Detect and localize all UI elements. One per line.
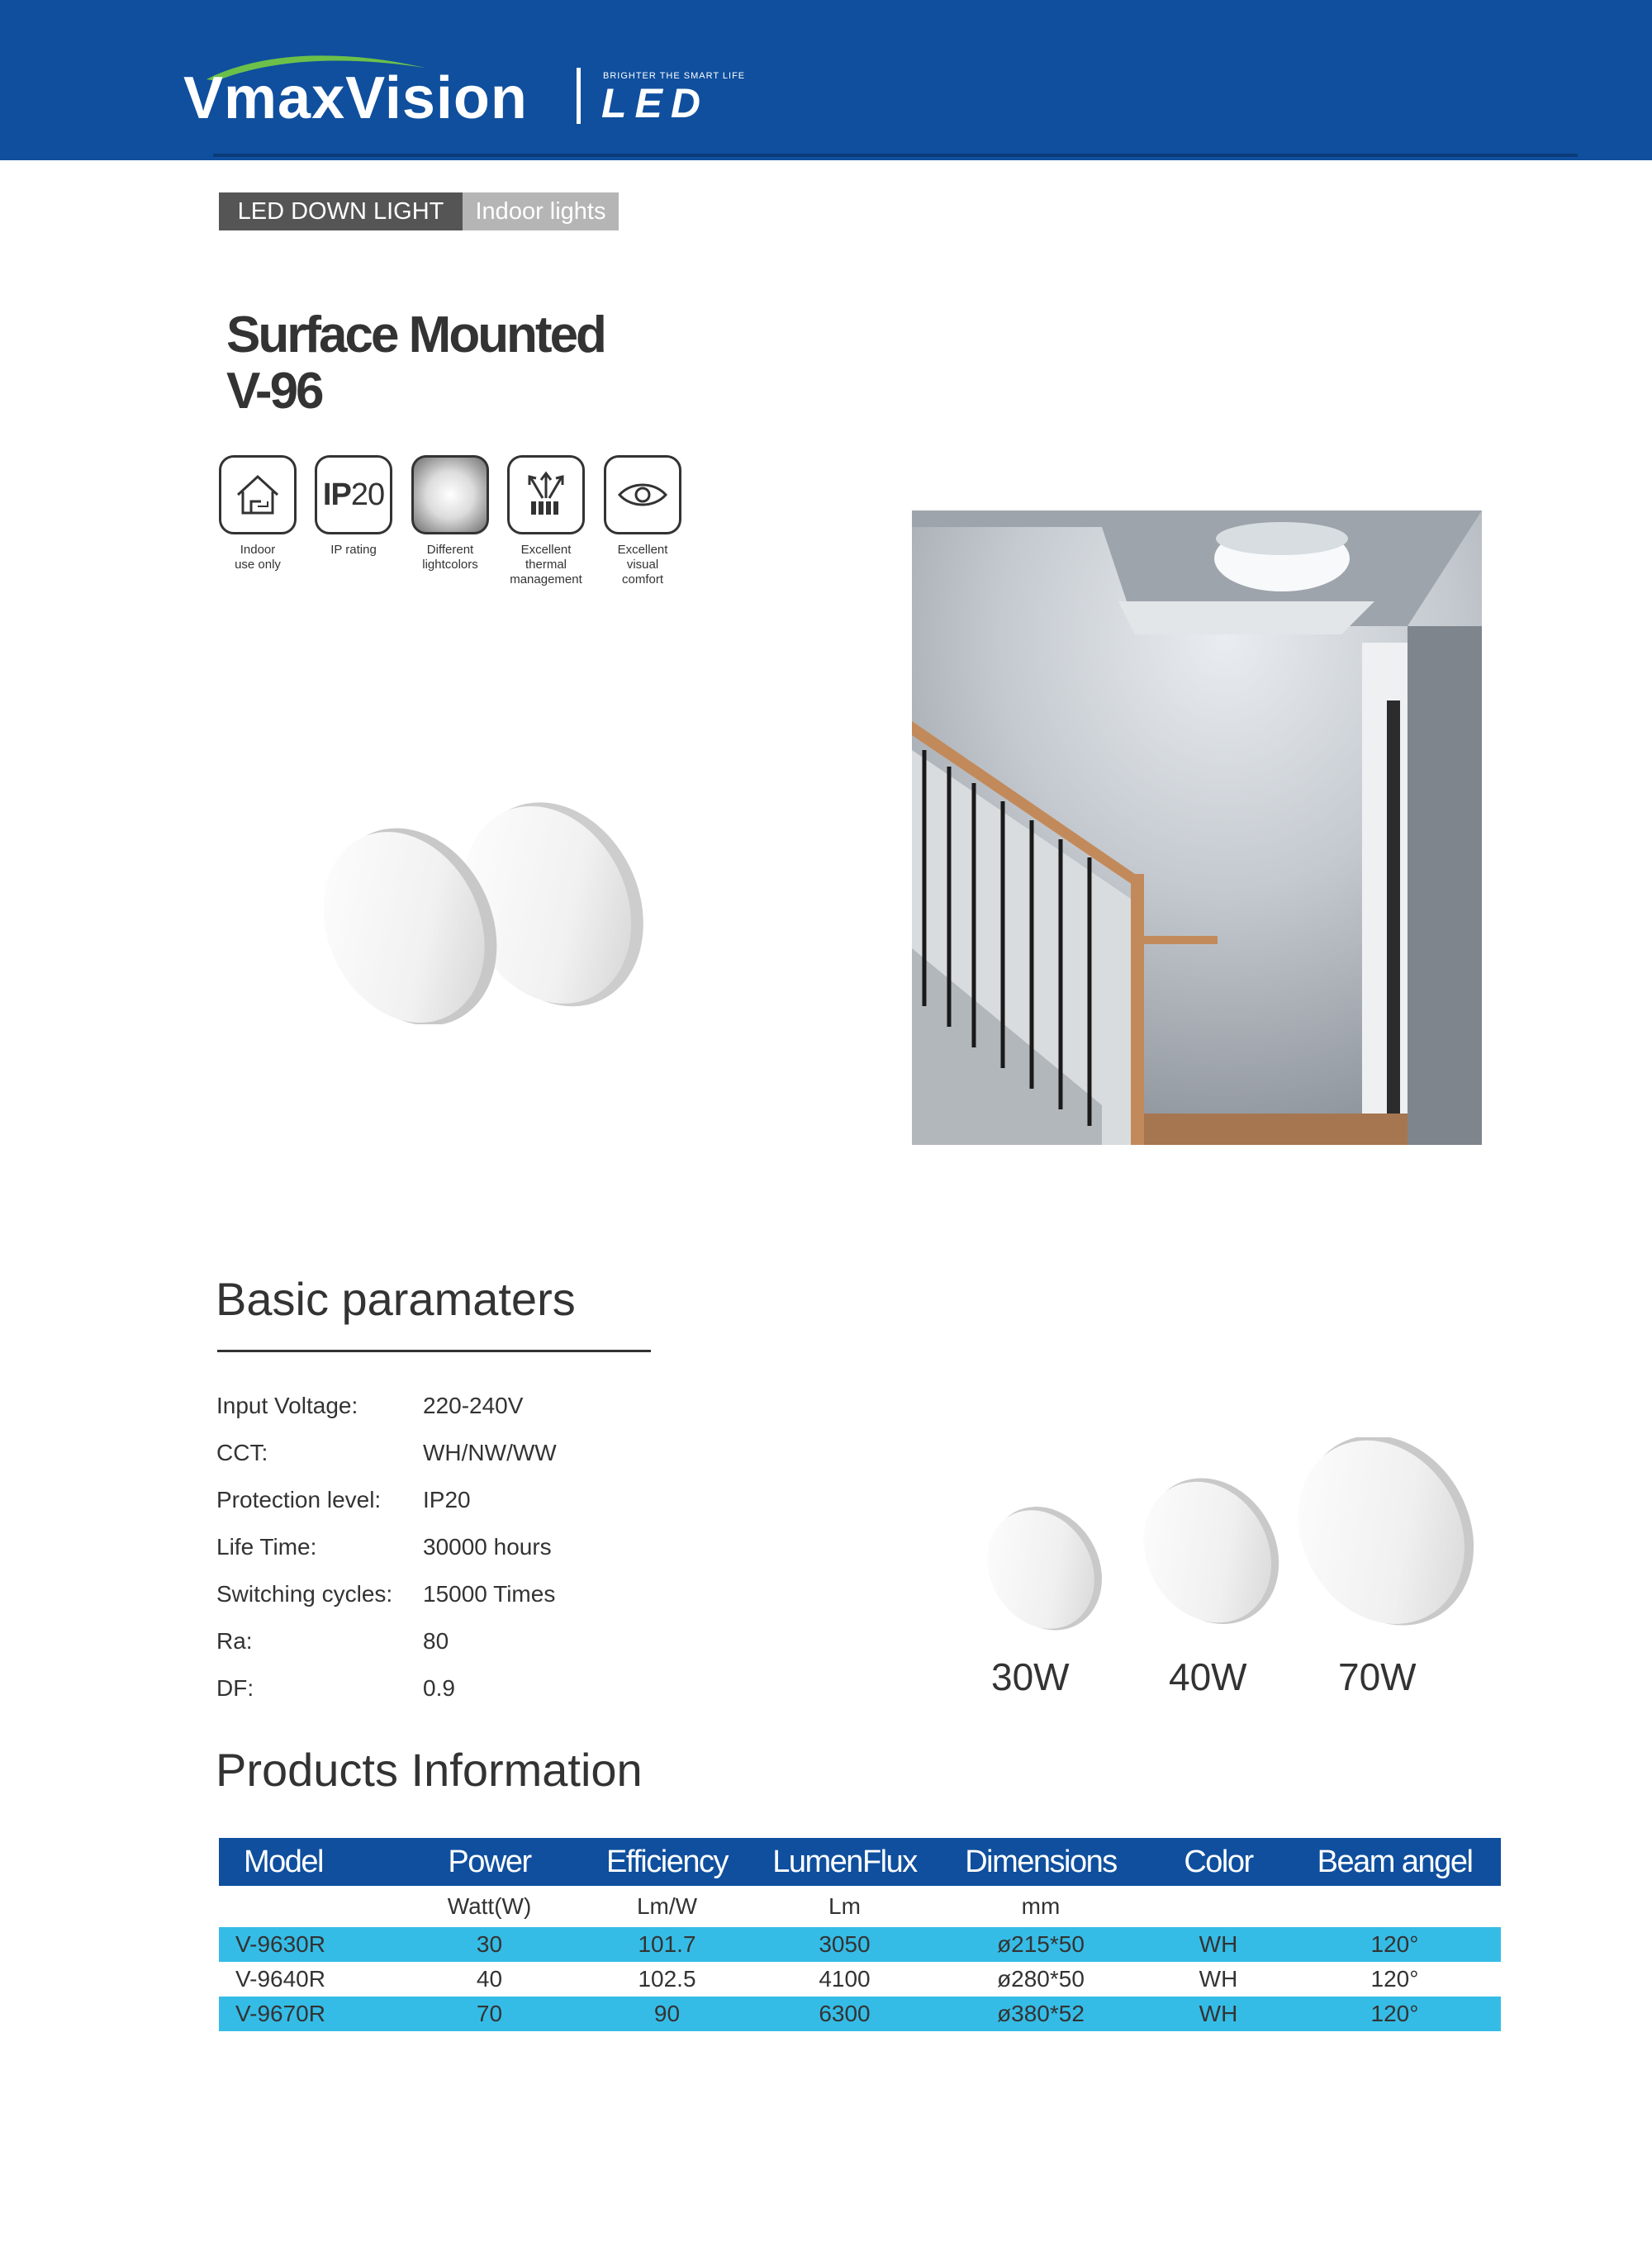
header-divider bbox=[213, 154, 1578, 157]
logo-divider bbox=[577, 68, 581, 124]
unit-cell: Lm bbox=[828, 1893, 861, 1919]
table-cell: WH bbox=[1199, 1966, 1238, 1992]
table-cell: 90 bbox=[653, 2001, 681, 2026]
header-cell: Color bbox=[1184, 1844, 1253, 1879]
feature-label-line: lightcolors bbox=[422, 558, 478, 572]
feature-visual-comfort bbox=[604, 455, 681, 586]
feature-indoor bbox=[219, 455, 297, 572]
room-photo bbox=[912, 510, 1482, 1145]
table-cell: ø380*52 bbox=[997, 2001, 1085, 2026]
svg-text:LED: LED bbox=[601, 83, 709, 124]
param-row: Life Time: 30000 hours bbox=[216, 1534, 552, 1560]
feature-label-line: visual bbox=[626, 558, 659, 572]
table-cell: 102.5 bbox=[638, 1966, 696, 1992]
header-cell: Model bbox=[244, 1844, 323, 1879]
feature-label-line: comfort bbox=[621, 572, 663, 586]
feature-label-line: Excellent bbox=[617, 543, 668, 557]
header-cell: Power bbox=[448, 1844, 531, 1879]
table-cell: WH bbox=[1199, 1931, 1238, 1957]
feature-label-line: Different bbox=[426, 543, 474, 557]
light-gradient-icon bbox=[411, 455, 489, 534]
table-row bbox=[219, 1997, 1501, 2031]
brand-name: VmaxVision bbox=[183, 65, 528, 131]
feature-label-line: IP rating bbox=[330, 543, 377, 557]
product-image bbox=[314, 785, 644, 1024]
table-units-row bbox=[219, 1886, 1501, 1927]
feature-lightcolors bbox=[411, 455, 489, 572]
header-banner bbox=[0, 0, 1652, 160]
param-row: Switching cycles: 15000 Times bbox=[216, 1581, 556, 1607]
table-row bbox=[219, 1962, 1501, 1997]
product-title bbox=[226, 307, 605, 420]
table-cell: V-9630R bbox=[235, 1931, 325, 1957]
unit-cell: mm bbox=[1021, 1893, 1061, 1919]
feature-ip-rating bbox=[315, 455, 392, 557]
feature-label-line: management bbox=[510, 572, 582, 586]
table-cell: ø280*50 bbox=[997, 1966, 1085, 1992]
feature-label-line: Excellent bbox=[520, 543, 572, 557]
feature-thermal bbox=[507, 455, 585, 586]
products-table bbox=[219, 1838, 1501, 2031]
table-cell: 6300 bbox=[819, 2001, 871, 2026]
subcategory-tag: Indoor lights bbox=[463, 192, 619, 230]
unit-cell: Watt(W) bbox=[447, 1893, 532, 1919]
table-cell: WH bbox=[1199, 2001, 1238, 2026]
unit-cell: Lm/W bbox=[636, 1893, 698, 1919]
table-cell: 120° bbox=[1370, 1966, 1419, 1992]
size-label-40w: 40W bbox=[1169, 1655, 1247, 1698]
title-line-1: Surface Mounted bbox=[226, 306, 605, 363]
size-label-30w: 30W bbox=[991, 1655, 1070, 1698]
table-cell: 3050 bbox=[819, 1931, 871, 1957]
eye-icon bbox=[616, 478, 669, 511]
table-header bbox=[219, 1838, 1501, 1886]
led-wordmark bbox=[596, 83, 762, 124]
table-row bbox=[219, 1927, 1501, 1962]
table-cell: 101.7 bbox=[638, 1931, 696, 1957]
table-cell: 120° bbox=[1370, 1931, 1419, 1957]
size-label-70w: 70W bbox=[1338, 1655, 1417, 1698]
table-cell: ø215*50 bbox=[997, 1931, 1085, 1957]
param-row: CCT: WH/NW/WW bbox=[216, 1440, 557, 1465]
param-row: Protection level: IP20 bbox=[216, 1487, 471, 1512]
param-row: DF: 0.9 bbox=[216, 1675, 455, 1701]
products-info-title: Products Information bbox=[216, 1744, 643, 1796]
title-line-2: V-96 bbox=[226, 363, 322, 420]
house-icon bbox=[233, 472, 282, 518]
table-cell: V-9640R bbox=[235, 1966, 325, 1992]
header-cell: Dimensions bbox=[965, 1844, 1117, 1879]
table-cell: V-9670R bbox=[235, 2001, 325, 2026]
ip-rating-icon: IP20 bbox=[322, 477, 385, 512]
feature-label-line: thermal bbox=[525, 558, 567, 572]
table-cell: 70 bbox=[476, 2001, 503, 2026]
table-cell: 120° bbox=[1370, 2001, 1419, 2026]
table-cell: 40 bbox=[476, 1966, 503, 1992]
table-cell: 4100 bbox=[819, 1966, 871, 1992]
category-tag: LED DOWN LIGHT bbox=[219, 192, 463, 230]
param-row: Ra: 80 bbox=[216, 1628, 449, 1654]
heat-sink-icon bbox=[520, 468, 572, 521]
basic-parameters-title: Basic paramaters bbox=[216, 1273, 576, 1325]
table-cell: 30 bbox=[476, 1931, 503, 1957]
size-variants-image bbox=[975, 1437, 1487, 1644]
section-divider bbox=[217, 1350, 651, 1352]
header-cell: Efficiency bbox=[606, 1844, 728, 1879]
feature-label-line: Indoor bbox=[240, 543, 276, 557]
brand-tagline: BRIGHTER THE SMART LIFE bbox=[603, 71, 746, 81]
feature-label-line: use only bbox=[235, 558, 281, 572]
param-row: Input Voltage: 220-240V bbox=[216, 1393, 524, 1418]
header-cell: LumenFlux bbox=[772, 1844, 917, 1879]
header-cell: Beam angel bbox=[1317, 1844, 1473, 1879]
